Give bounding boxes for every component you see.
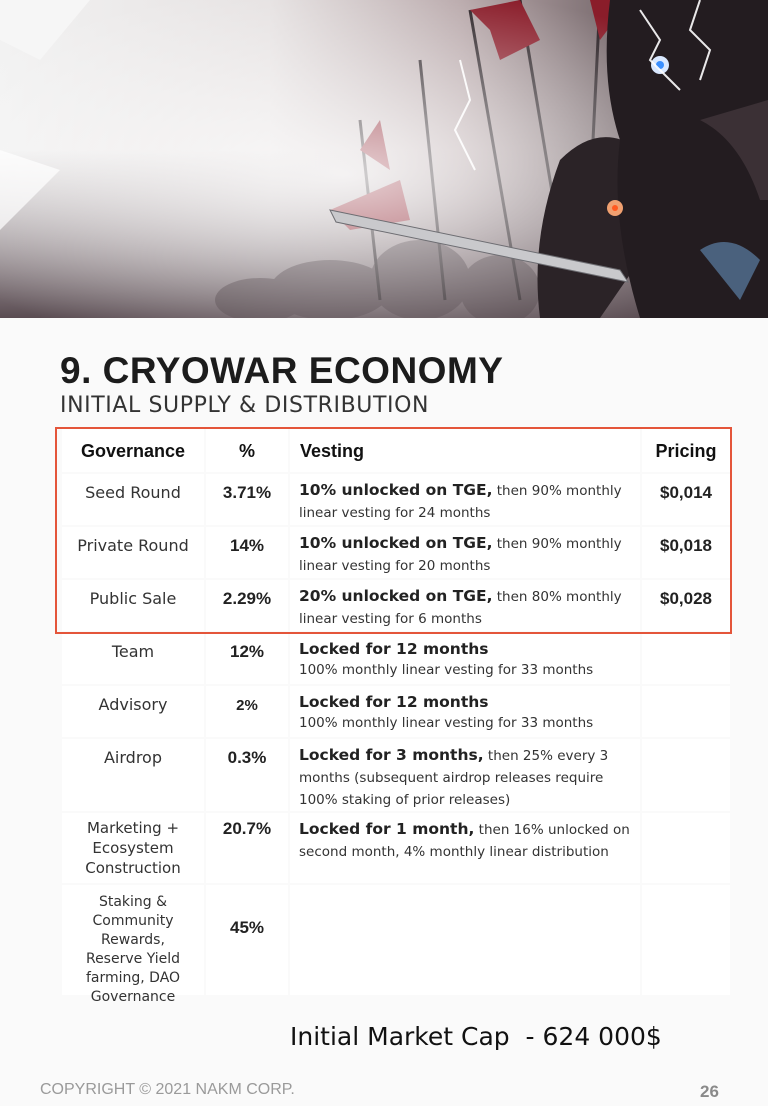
table-row bbox=[56, 686, 732, 737]
row-price bbox=[642, 633, 730, 684]
row-vesting bbox=[290, 739, 640, 811]
column-header-vesting: Vesting bbox=[290, 428, 640, 472]
row-name: Staking & Community Rewards, Reserve Yield farming, DAO Governance bbox=[62, 885, 204, 995]
row-price: $0,028 bbox=[642, 580, 730, 631]
page-subtitle: INITIAL SUPPLY & DISTRIBUTION bbox=[60, 393, 430, 418]
hero-illustration bbox=[0, 0, 768, 318]
page-number: 26 bbox=[700, 1082, 719, 1101]
row-percent: 2.29% bbox=[206, 580, 288, 631]
row-percent: 45% bbox=[206, 885, 288, 995]
vesting-detail: 100% monthly linear vesting for 33 months bbox=[299, 715, 594, 731]
column-header-pricing: Pricing bbox=[642, 428, 730, 472]
vesting-lead: Locked for 12 months bbox=[299, 640, 489, 658]
row-price bbox=[642, 686, 730, 737]
row-vesting bbox=[290, 633, 640, 684]
row-name: Team bbox=[62, 633, 204, 684]
table-header-row bbox=[56, 428, 732, 472]
row-percent: 20.7% bbox=[206, 813, 288, 883]
vesting-lead: 10% unlocked on TGE, bbox=[299, 481, 493, 499]
column-header-percent: % bbox=[206, 428, 288, 472]
vesting-lead: Locked for 3 months, bbox=[299, 746, 484, 764]
vesting-detail: then 16% unlocked on second month, 4% monthly linear distribution bbox=[299, 822, 630, 860]
table-row bbox=[56, 633, 732, 684]
table-row bbox=[56, 527, 732, 578]
hero-artwork bbox=[0, 0, 768, 318]
row-vesting bbox=[290, 885, 640, 995]
row-price bbox=[642, 813, 730, 883]
vesting-lead: 20% unlocked on TGE, bbox=[299, 587, 493, 605]
row-name: Advisory bbox=[62, 686, 204, 737]
table-row bbox=[56, 739, 732, 811]
row-price: $0,018 bbox=[642, 527, 730, 578]
row-price bbox=[642, 739, 730, 811]
row-vesting bbox=[290, 580, 640, 631]
row-vesting bbox=[290, 813, 640, 883]
table-row bbox=[56, 813, 732, 883]
row-percent: 12% bbox=[206, 633, 288, 684]
table-row bbox=[56, 580, 732, 631]
row-percent: 0.3% bbox=[206, 739, 288, 811]
row-name: Airdrop bbox=[62, 739, 204, 811]
row-percent: 14% bbox=[206, 527, 288, 578]
vesting-detail: then 90% monthly linear vesting for 24 months bbox=[299, 483, 622, 521]
vesting-detail: then 80% monthly linear vesting for 6 months bbox=[299, 589, 622, 627]
vesting-detail: 100% monthly linear vesting for 33 months bbox=[299, 662, 594, 678]
page-title: 9. CRYOWAR ECONOMY bbox=[60, 350, 504, 391]
row-percent: 3.71% bbox=[206, 474, 288, 525]
row-name: Seed Round bbox=[62, 474, 204, 525]
row-vesting bbox=[290, 686, 640, 737]
row-vesting bbox=[290, 474, 640, 525]
row-name: Public Sale bbox=[62, 580, 204, 631]
column-header-governance: Governance bbox=[62, 428, 204, 472]
vesting-lead: 10% unlocked on TGE, bbox=[299, 534, 493, 552]
copyright-notice: COPYRIGHT © 2021 NAKM CORP. bbox=[40, 1081, 295, 1098]
vesting-lead: Locked for 1 month, bbox=[299, 820, 475, 838]
vesting-detail: then 25% every 3 months (subsequent airdrop releases require 100% staking of prior releases) bbox=[299, 748, 609, 808]
initial-market-cap: Initial Market Cap - 624 000$ bbox=[290, 1022, 662, 1051]
row-price: $0,014 bbox=[642, 474, 730, 525]
table-row bbox=[56, 885, 732, 1005]
row-price bbox=[642, 885, 730, 995]
vesting-detail: then 90% monthly linear vesting for 20 months bbox=[299, 536, 622, 574]
row-percent: 2% bbox=[206, 686, 288, 737]
row-name: Marketing + Ecosystem Construction bbox=[62, 813, 204, 883]
vesting-lead: Locked for 12 months bbox=[299, 693, 489, 711]
row-vesting bbox=[290, 527, 640, 578]
table-row bbox=[56, 474, 732, 525]
row-name: Private Round bbox=[62, 527, 204, 578]
